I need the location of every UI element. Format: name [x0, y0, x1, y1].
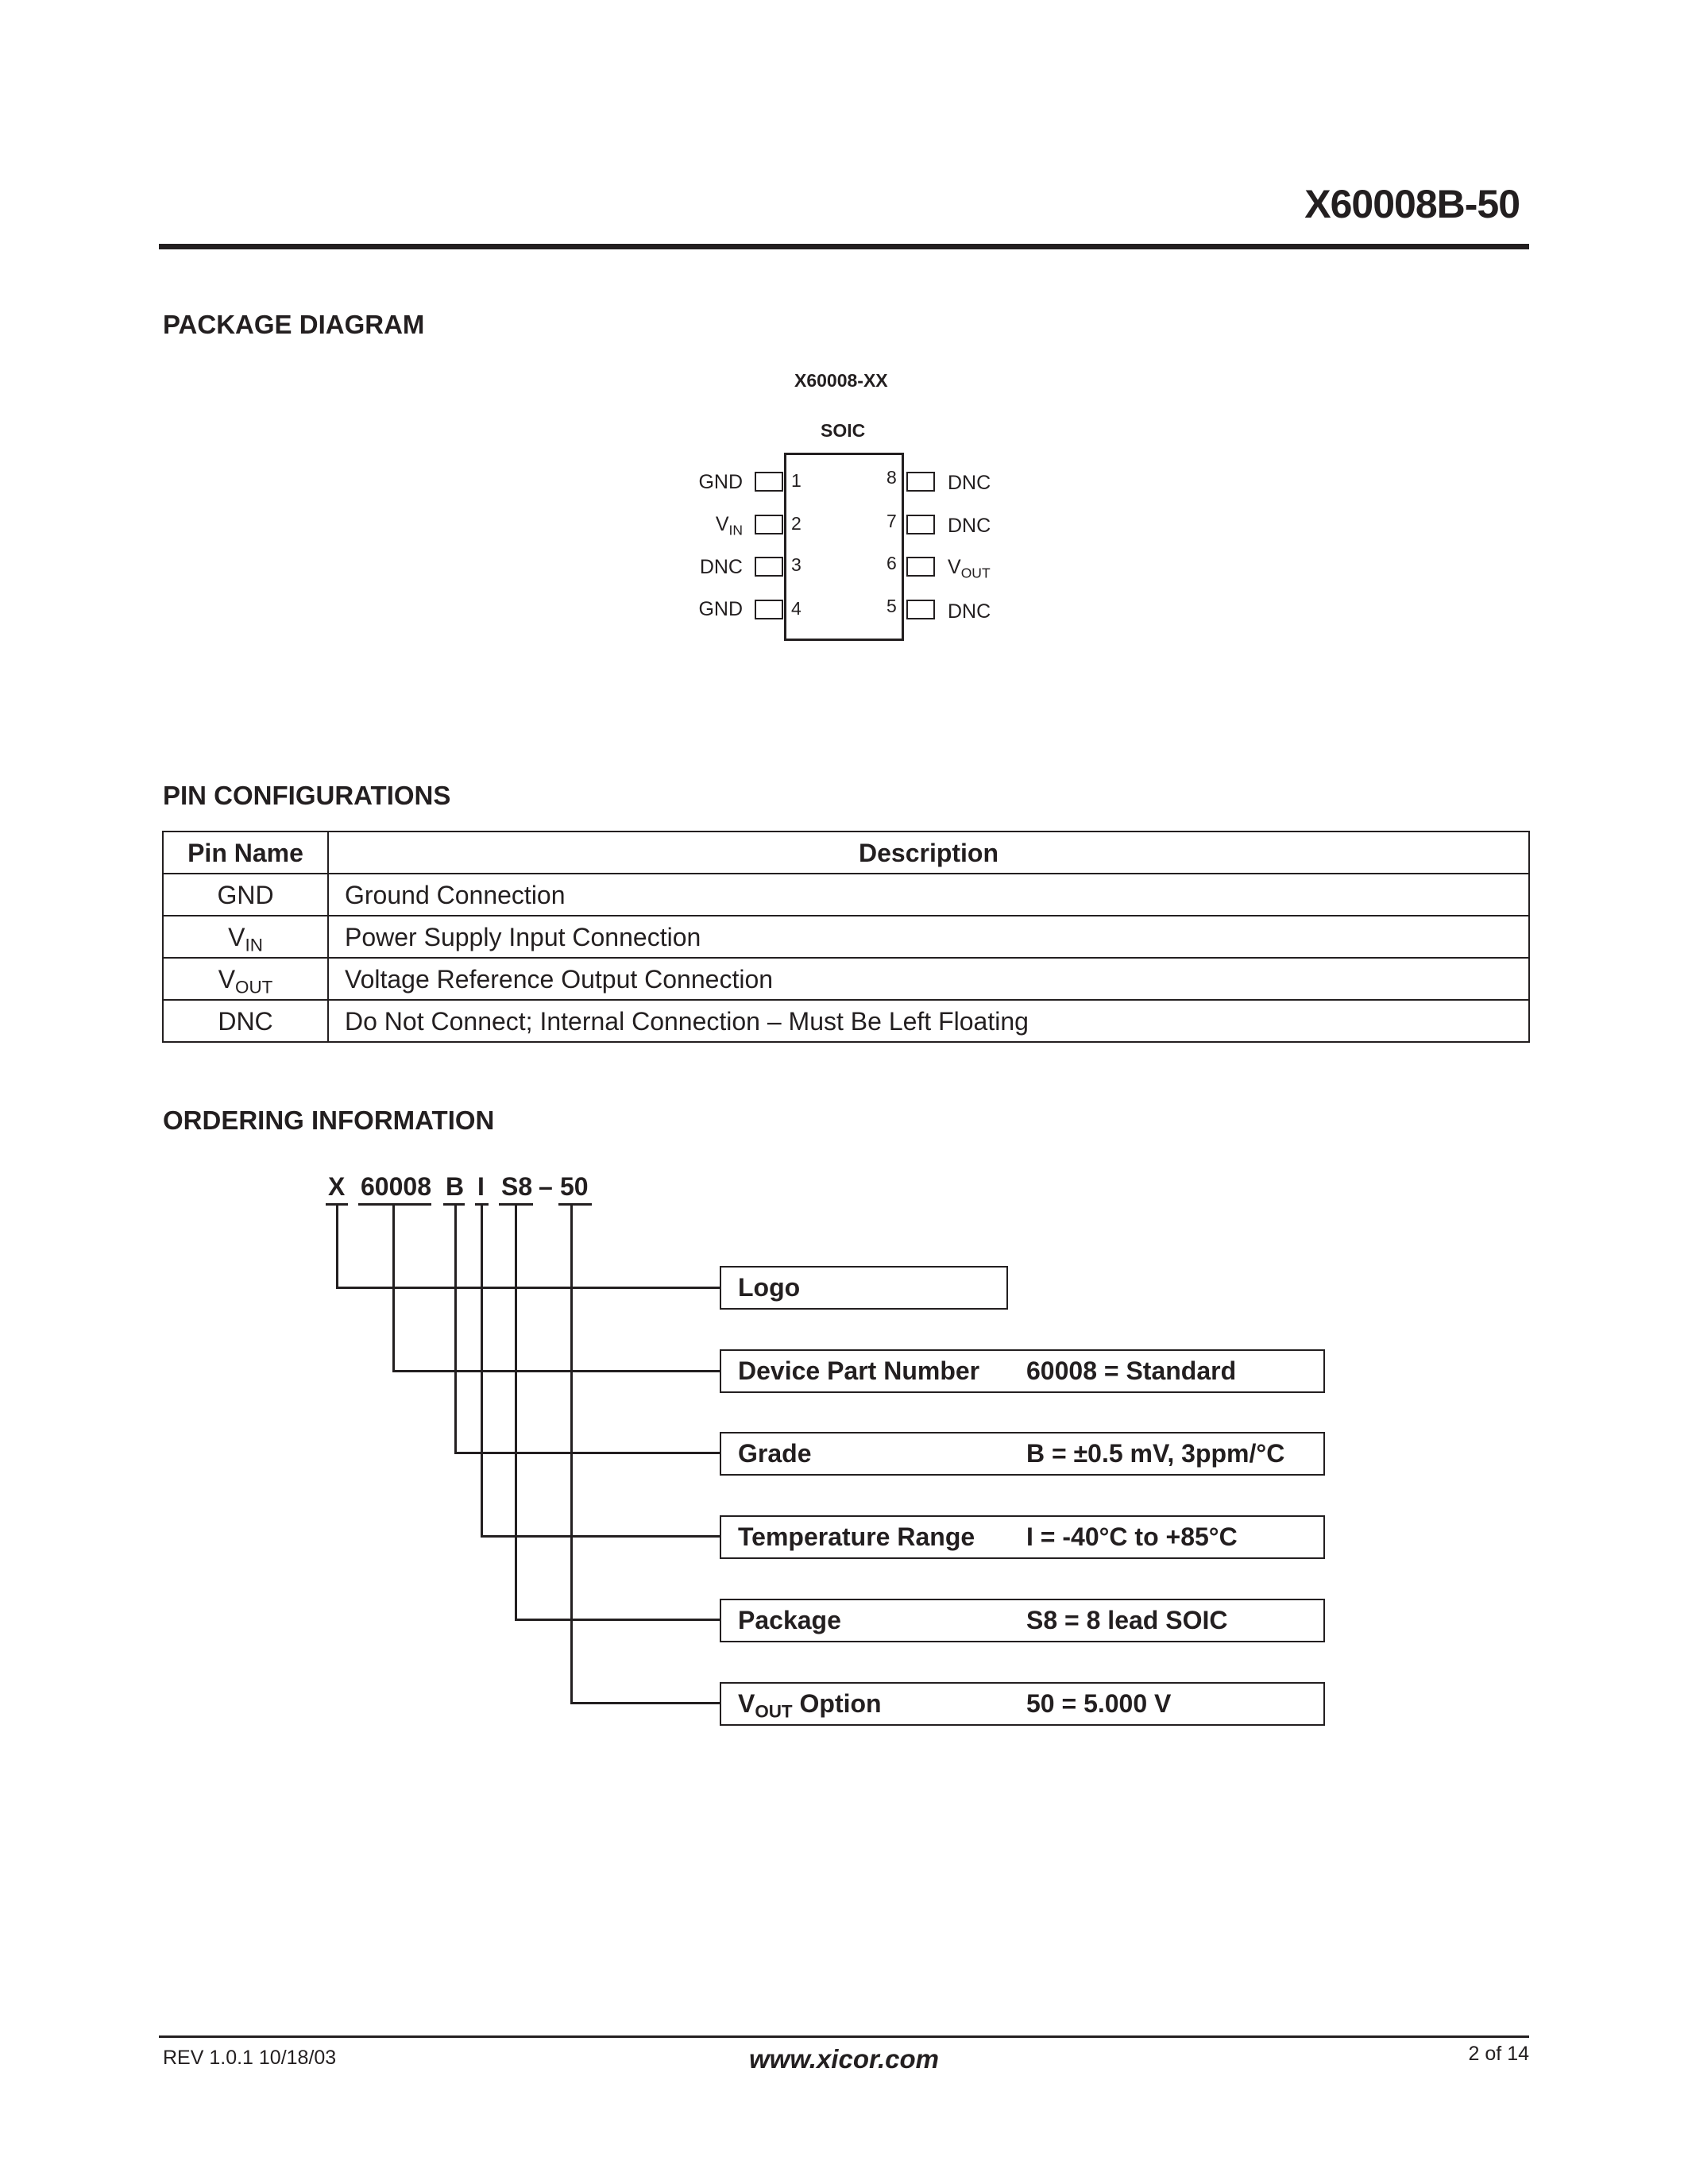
- table-row: [163, 874, 1529, 916]
- code-underline: [358, 1203, 431, 1206]
- table-row: [163, 958, 1529, 1000]
- footer-page-number: 2 of 14: [1468, 2043, 1529, 2065]
- connector-line: [454, 1452, 721, 1454]
- pin-2-lead: [755, 515, 783, 534]
- connector-line: [515, 1205, 517, 1620]
- pin-name-cell: $V_{OUT}$: [163, 958, 328, 1000]
- pin-name-cell: $V_{IN}$: [163, 916, 328, 958]
- pin-4-label: GND: [698, 598, 743, 620]
- footer-revision: REV 1.0.1 10/18/03: [163, 2047, 337, 2069]
- ordering-field-vout-label: $V_{OUT}$ Option: [738, 1689, 882, 1722]
- pin-4-number: 4: [791, 598, 802, 619]
- connector-line: [336, 1205, 338, 1288]
- pin-8-lead: [906, 472, 935, 492]
- pin-5-lead: [906, 600, 935, 619]
- code-segment-temperature: I: [477, 1172, 485, 1201]
- connector-line: [515, 1619, 721, 1621]
- pin-6-label: $V_{OUT}$: [948, 556, 991, 581]
- pin-8-label: DNC: [948, 472, 991, 494]
- pin-description-cell: Voltage Reference Output Connection: [328, 958, 1529, 1000]
- code-segment-vout: 50: [560, 1172, 589, 1201]
- pin-2-number: 2: [791, 513, 802, 534]
- pin-1-lead: [755, 472, 783, 492]
- code-underline: [558, 1203, 592, 1206]
- ordering-field-package-label: Package: [738, 1606, 841, 1634]
- pin-7-number: 7: [886, 511, 897, 531]
- pin-3-label: DNC: [699, 556, 743, 578]
- pin-description-cell: Do Not Connect; Internal Connection – Must Be Left Floating: [328, 1000, 1529, 1042]
- ordering-field-grade-label: Grade: [738, 1439, 812, 1468]
- table-header-row: [163, 832, 1529, 874]
- pin-6-number: 6: [886, 553, 897, 573]
- pin-3-number: 3: [791, 554, 802, 575]
- ordering-information-heading: ORDERING INFORMATION: [163, 1106, 495, 1135]
- code-segment-package: S8: [501, 1172, 533, 1201]
- code-segment-grade: B: [446, 1172, 465, 1201]
- code-segment-part-number: 60008: [361, 1172, 431, 1201]
- pin-5-label: DNC: [948, 600, 991, 623]
- ordering-field-logo-label: Logo: [738, 1273, 801, 1302]
- pin-5-number: 5: [886, 596, 897, 616]
- connector-line: [570, 1205, 573, 1704]
- code-segment-dash: –: [539, 1172, 553, 1201]
- connector-line: [392, 1370, 721, 1372]
- connector-line: [570, 1702, 721, 1704]
- ordering-field-vout-value: 50 = 5.000 V: [1026, 1689, 1172, 1718]
- pin-7-lead: [906, 515, 935, 534]
- pin-3-lead: [755, 557, 783, 577]
- pin-configurations-table: [162, 831, 1530, 1043]
- package-diagram-heading: PACKAGE DIAGRAM: [163, 310, 425, 339]
- package-type-label: SOIC: [821, 420, 866, 441]
- pin-description-cell: Power Supply Input Connection: [328, 916, 1529, 958]
- pin-4-lead: [755, 600, 783, 619]
- ordering-field-package-value: S8 = 8 lead SOIC: [1026, 1606, 1228, 1634]
- header-rule: [159, 244, 1529, 249]
- pin-name-cell: GND: [163, 874, 328, 916]
- pin-1-number: 1: [791, 470, 802, 491]
- pin-2-label: $V_{IN}$: [715, 513, 743, 538]
- pin-name-cell: DNC: [163, 1000, 328, 1042]
- pin-configurations-heading: PIN CONFIGURATIONS: [163, 781, 451, 810]
- pin-1-label: GND: [698, 471, 743, 493]
- ordering-field-part-number-value: 60008 = Standard: [1026, 1356, 1237, 1385]
- column-header: Description: [328, 832, 1529, 874]
- ordering-field-temperature-label: Temperature Range: [738, 1522, 975, 1551]
- ordering-field-grade-value: B = ±0.5 mV, 3ppm/°C: [1026, 1439, 1285, 1468]
- column-header: Pin Name: [163, 832, 328, 874]
- code-segment-logo: X: [328, 1172, 346, 1201]
- table-row: [163, 916, 1529, 958]
- connector-line: [454, 1205, 457, 1453]
- pin-description-cell: Ground Connection: [328, 874, 1529, 916]
- document-title: X60008B-50: [1304, 182, 1520, 226]
- footer-website-link[interactable]: www.xicor.com: [749, 2044, 940, 2074]
- pin-8-number: 8: [886, 467, 897, 488]
- table-row: [163, 1000, 1529, 1042]
- package-part-label: X60008-XX: [794, 370, 888, 391]
- ordering-field-part-number-label: Device Part Number: [738, 1356, 980, 1385]
- footer-rule: [159, 2035, 1529, 2038]
- pin-6-lead: [906, 557, 935, 577]
- connector-line: [481, 1205, 483, 1537]
- connector-line: [392, 1205, 395, 1372]
- ordering-field-temperature-value: I = -40°C to +85°C: [1026, 1522, 1238, 1551]
- pin-7-label: DNC: [948, 515, 991, 537]
